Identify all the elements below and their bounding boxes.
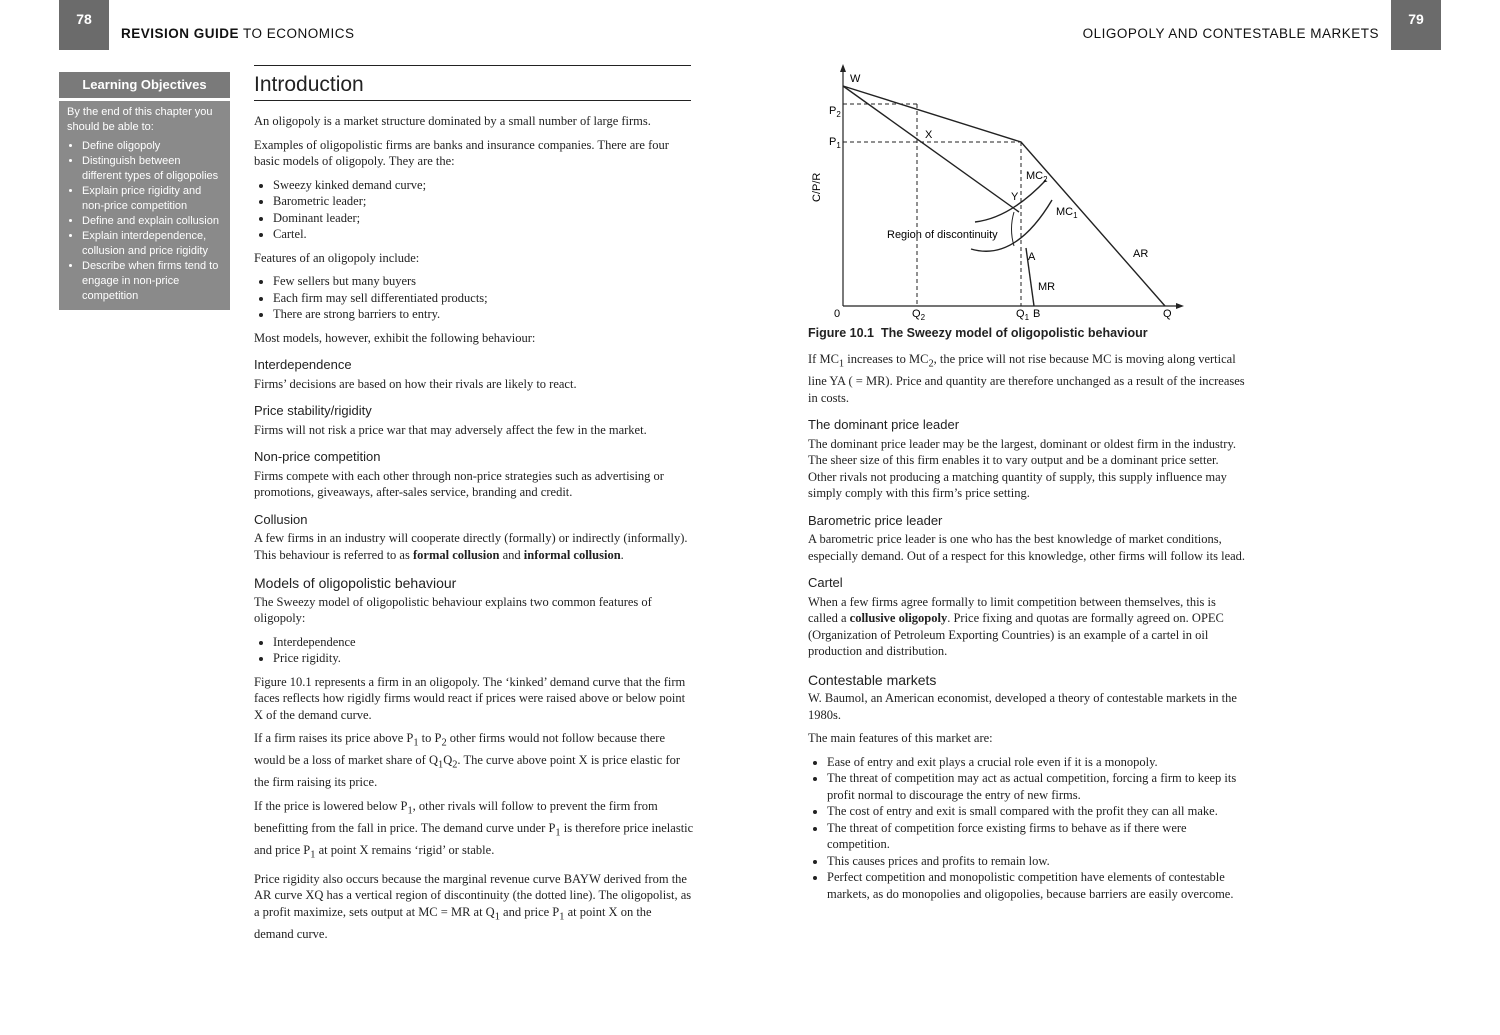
label-x: X <box>925 129 933 141</box>
paragraph: A few firms in an industry will cooperate directly (formally) or indirectly (informally). This behaviour is referred to as formal collusion and informal collusion. <box>254 531 688 562</box>
list-item: • Distinguish between different types of oligopolies <box>82 154 222 184</box>
paragraph: A barometric price leader is one who has the best knowledge of market conditions, especially demand. Out of a respect for this knowledge, other firms will follow its lead. <box>808 532 1246 563</box>
list-item: • There are strong barriers to entry. <box>273 306 694 323</box>
x-axis-arrow <box>1176 303 1184 309</box>
paragraph: Most models, however, exhibit the following behaviour: <box>254 330 536 345</box>
sweezy-diagram <box>800 62 1200 324</box>
label-b: B <box>1033 308 1041 320</box>
label-q1: $Q_1$ <box>1016 308 1030 322</box>
paragraph: If a firm raises its price above $P_1$ to $P_2$ other firms would not follow because there would be a loss of market share of $Q_1Q_2$. The curve above point X is price elastic for the firm raising its price. <box>254 731 681 789</box>
label-q2: $Q_2$ <box>912 308 926 322</box>
models-list <box>254 177 694 243</box>
label-ar: AR <box>1133 248 1149 260</box>
label-y: Y <box>1011 191 1019 203</box>
list-item: • The threat of competition may act as actual competition, forcing a firm to keep its profit normal to discourage the entry of new firms. <box>827 770 1248 803</box>
list-item: • Describe when firms tend to engage in non-price competition <box>82 259 222 304</box>
heading-price-stability: Price stability/rigidity <box>254 403 372 418</box>
list-item: • Cartel. <box>273 226 694 243</box>
label-p1: $P_1$ <box>829 136 841 150</box>
learning-objectives-intro: By the end of this chapter you should be able to: <box>67 106 213 133</box>
paragraph: Examples of oligopolistic firms are banks and insurance companies. There are four basic models of oligopoly. They are the: <box>254 137 669 168</box>
heading-interdependence: Interdependence <box>254 357 352 372</box>
list-item: • Perfect competition and monopolistic competition have elements of contestable markets, as do monopolies and oligopolies, because barriers are easily overcome. <box>827 869 1248 902</box>
label-mr: MR <box>1038 281 1056 293</box>
list-item: • This causes prices and profits to remain low. <box>827 853 1248 870</box>
left-running-head: REVISION GUIDE TO ECONOMICS <box>121 26 355 41</box>
list-item: • The cost of entry and exit is small compared with the profit they can all make. <box>827 803 1248 820</box>
paragraph: Firms will not risk a price war that may adversely affect the few in the market. <box>254 422 647 437</box>
paragraph: An oligopoly is a market structure dominated by a small number of large firms. <box>254 114 651 128</box>
label-q: Q <box>1163 308 1172 320</box>
discontinuity-bracket <box>1012 212 1015 246</box>
list-item: • Sweezy kinked demand curve; <box>273 177 694 194</box>
label-a: A <box>1028 251 1036 263</box>
label-mc1: $MC_1$ <box>1056 206 1078 220</box>
paragraph: Figure 10.1 represents a firm in an oligopoly. The ‘kinked’ demand curve that the firm faces reflects how rigidly firms would react if prices were raised above or below point X of the demand curve. <box>254 674 686 722</box>
heading-dominant-price-leader: The dominant price leader <box>808 417 960 432</box>
list-item: • Interdependence <box>273 634 694 651</box>
paragraph: Price rigidity also occurs because the marginal revenue curve BAYW derived from the AR curve XQ has a vertical region of discontinuity (the dotted line). The oligopolist, as a profit maximize, sets output at MC = MR at $Q_1$ and price $P_1$ at point X on the demand curve. <box>254 871 692 941</box>
paragraph: Firms compete with each other through non-price strategies such as advertising or promotions, giveaways, after-sales service, branding and credit. <box>254 468 664 499</box>
left-column-body <box>254 113 694 949</box>
list-item: • Define oligopoly <box>82 139 222 154</box>
paragraph: Firms’ decisions are based on how their rivals are likely to react. <box>254 376 577 391</box>
right-running-head: OLIGOPOLY AND CONTESTABLE MARKETS <box>1082 26 1379 41</box>
contestable-features-list <box>808 754 1248 903</box>
heading-non-price-competition: Non-price competition <box>254 449 381 464</box>
list-item: • Explain price rigidity and non-price competition <box>82 184 222 214</box>
learning-objectives-box <box>59 72 230 310</box>
heading-contestable-markets: Contestable markets <box>808 671 937 688</box>
list-item: • Define and explain collusion <box>82 214 222 229</box>
ar-curve <box>843 86 1165 306</box>
heading-models-of-oligopolistic-behaviour: Models of oligopolistic behaviour <box>254 575 457 591</box>
heading-collusion: Collusion <box>254 511 308 527</box>
mr-upper-segment <box>843 86 1019 212</box>
paragraph: The dominant price leader may be the largest, dominant or oldest firm in the industry. The sheer size of this firm enables it to vary output and be a dominant price setter. Other rivals not producing a matching quantity of supply, this supply influence may simply comply with this firm’s price setting. <box>808 436 1237 500</box>
list-item: • Dominant leader; <box>273 210 694 227</box>
paragraph: When a few firms agree formally to limit competition between themselves, this is called a collusive oligopoly. Price fixing and quotas are formally agreed on. OPEC (Organization of Petroleum Exporting Countries) is an example of a cartel in oil production and distribution. <box>808 594 1224 658</box>
list-item: • Ease of entry and exit plays a crucial role even if it is a monopoly. <box>827 754 1248 771</box>
list-item: • Price rigidity. <box>273 650 694 667</box>
paragraph: The main features of this market are: <box>808 731 993 745</box>
sweezy-features-list <box>254 634 694 667</box>
heading-cartel: Cartel <box>808 575 843 590</box>
figure-caption: Figure 10.1 The Sweezy model of oligopolistic behaviour <box>808 326 1148 340</box>
section-title-introduction: Introduction <box>254 65 691 101</box>
paragraph: If the price is lowered below $P_1$, other rivals will follow to prevent the firm from benefitting from the fall in price. The demand curve under $P_1$ is therefore price inelastic and price $P_1$ at point X remains ‘rigid’ or stable. <box>254 798 694 860</box>
label-w: W <box>850 73 861 85</box>
learning-objectives-title: Learning Objectives <box>59 72 230 101</box>
paragraph: The Sweezy model of oligopolistic behaviour explains two common features of oligopoly: <box>254 594 652 625</box>
paragraph: Features of an oligopoly include: <box>254 250 420 265</box>
right-page-number: 79 <box>1391 0 1441 50</box>
y-axis-label: C/P/R <box>811 172 823 202</box>
label-region-of-discontinuity: Region of discontinuity <box>887 229 998 241</box>
list-item: • Explain interdependence, collusion and price rigidity <box>82 229 222 259</box>
list-item: • Each firm may sell differentiated products; <box>273 290 694 307</box>
list-item: • Barometric leader; <box>273 193 694 210</box>
list-item: • The threat of competition force existing firms to behave as if there were competition. <box>827 820 1248 853</box>
left-page-number: 78 <box>59 0 109 50</box>
label-mc2: $MC_2$ <box>1026 170 1048 184</box>
label-origin: 0 <box>834 308 841 320</box>
learning-objectives-list <box>59 139 230 304</box>
heading-barometric-price-leader: Barometric price leader <box>808 512 943 528</box>
paragraph: W. Baumol, an American economist, developed a theory of contestable markets in the 1980s. <box>808 691 1237 722</box>
right-column-body <box>808 351 1248 909</box>
label-p2: $P_2$ <box>829 105 841 119</box>
paragraph: If $MC_1$ increases to $MC_2$, the price will not rise because MC is moving along vertical line YA ( = MR). Price and quantity are therefore unchanged as a result of the increases in costs. <box>808 352 1245 405</box>
y-axis-arrow <box>840 64 846 72</box>
features-list <box>254 273 694 323</box>
list-item: • Few sellers but many buyers <box>273 273 694 290</box>
